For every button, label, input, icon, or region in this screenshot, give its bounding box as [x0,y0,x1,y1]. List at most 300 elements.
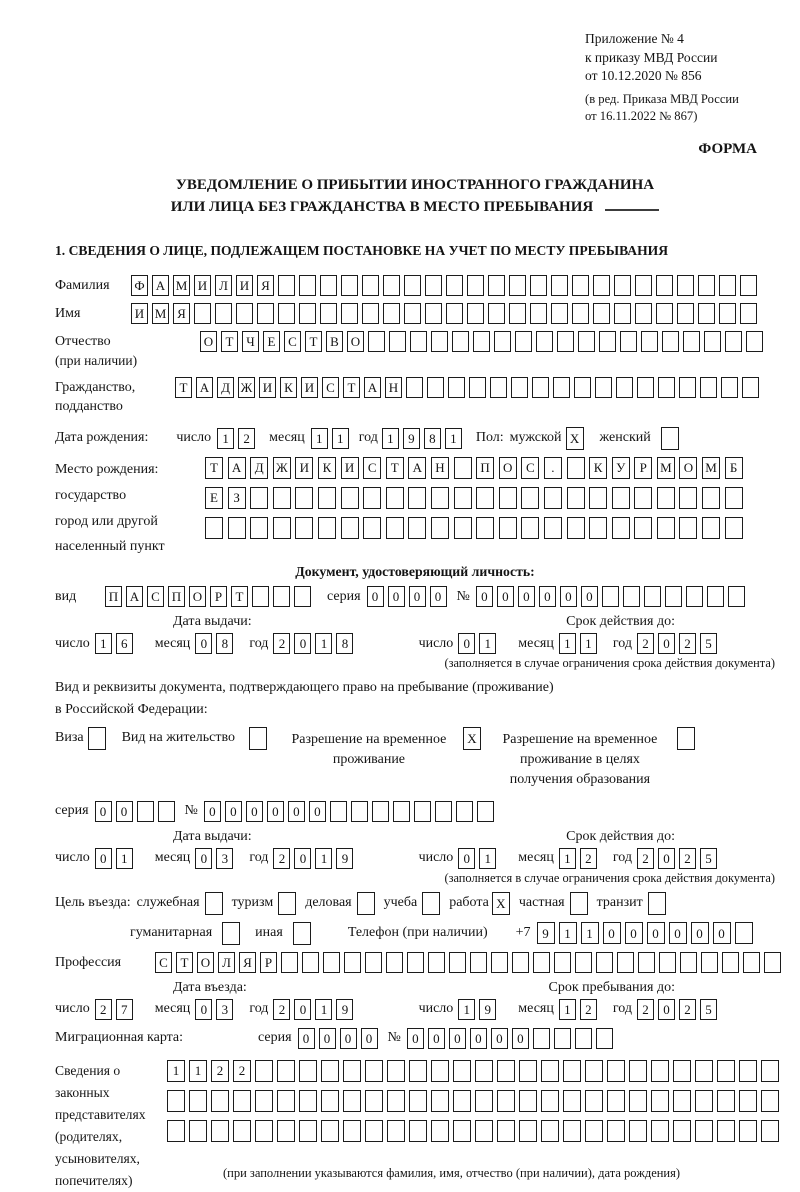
char-cell[interactable] [431,487,449,509]
char-cell[interactable] [707,586,724,607]
char-cell[interactable] [475,1060,493,1082]
char-cell[interactable] [205,892,223,915]
char-cell[interactable] [278,303,295,324]
char-cell[interactable]: 0 [430,586,447,607]
char-cell[interactable]: X [492,892,510,915]
char-cell[interactable]: В [326,331,343,352]
char-cell[interactable] [512,952,529,973]
char-cell[interactable]: 6 [116,633,133,654]
char-cell[interactable] [739,1120,757,1142]
char-cell[interactable] [293,922,311,945]
char-cell[interactable] [363,487,381,509]
char-cell[interactable]: 0 [116,801,133,822]
resdoc-issue-month-cells[interactable] [195,848,237,869]
char-cell[interactable] [357,892,375,915]
char-cell[interactable] [541,1120,559,1142]
char-cell[interactable] [252,586,269,607]
char-cell[interactable] [702,517,720,539]
char-cell[interactable] [739,1060,757,1082]
char-cell[interactable] [414,801,431,822]
char-cell[interactable] [541,1090,559,1112]
char-cell[interactable]: 2 [679,848,696,869]
char-cell[interactable] [488,275,505,296]
char-cell[interactable] [740,275,757,296]
char-cell[interactable] [167,1090,185,1112]
char-cell[interactable] [661,427,679,450]
char-cell[interactable]: 1 [445,428,462,449]
char-cell[interactable]: 9 [336,999,353,1020]
char-cell[interactable] [509,275,526,296]
char-cell[interactable] [657,517,675,539]
char-cell[interactable] [511,377,528,398]
char-cell[interactable]: 0 [204,801,221,822]
char-cell[interactable]: 1 [458,999,475,1020]
char-cell[interactable] [607,1120,625,1142]
char-cell[interactable]: К [318,457,336,479]
doc-valid-year-cells[interactable] [637,633,721,654]
char-cell[interactable]: Я [239,952,256,973]
char-cell[interactable] [665,586,682,607]
char-cell[interactable]: О [200,331,217,352]
char-cell[interactable] [189,1090,207,1112]
char-cell[interactable] [719,303,736,324]
birthplace-cells-row1[interactable] [205,457,747,479]
char-cell[interactable] [698,303,715,324]
char-cell[interactable]: 0 [361,1028,378,1049]
char-cell[interactable]: 0 [491,1028,508,1049]
char-cell[interactable] [761,1090,779,1112]
char-cell[interactable]: 1 [189,1060,207,1082]
char-cell[interactable]: И [259,377,276,398]
char-cell[interactable] [677,275,694,296]
char-cell[interactable] [456,801,473,822]
doc-kind-cells[interactable] [105,586,315,607]
birthplace-cells-row3[interactable] [205,517,747,539]
temp-residence-checkbox[interactable] [463,727,481,750]
char-cell[interactable] [519,1060,537,1082]
entry-month-cells[interactable] [195,999,237,1020]
char-cell[interactable]: 0 [388,586,405,607]
char-cell[interactable] [446,303,463,324]
char-cell[interactable] [575,952,592,973]
char-cell[interactable]: 0 [195,848,212,869]
male-checkbox[interactable] [566,427,584,450]
char-cell[interactable]: 9 [479,999,496,1020]
char-cell[interactable] [233,1090,251,1112]
char-cell[interactable] [372,801,389,822]
char-cell[interactable] [572,275,589,296]
char-cell[interactable]: Т [305,331,322,352]
purpose-option-checkbox[interactable] [357,892,375,915]
resdoc-series-cells[interactable] [95,801,179,822]
char-cell[interactable]: А [364,377,381,398]
char-cell[interactable]: С [322,377,339,398]
char-cell[interactable] [387,1120,405,1142]
purpose-option-checkbox[interactable] [492,892,510,915]
char-cell[interactable] [677,303,694,324]
char-cell[interactable]: А [152,275,169,296]
char-cell[interactable] [408,517,426,539]
char-cell[interactable] [567,457,585,479]
char-cell[interactable]: 1 [315,848,332,869]
char-cell[interactable]: 8 [424,428,441,449]
char-cell[interactable] [449,952,466,973]
char-cell[interactable] [299,1120,317,1142]
char-cell[interactable]: К [589,457,607,479]
birth-year-cells[interactable] [382,428,466,449]
char-cell[interactable]: А [196,377,213,398]
char-cell[interactable] [673,1120,691,1142]
char-cell[interactable] [409,1120,427,1142]
char-cell[interactable]: Е [205,487,223,509]
char-cell[interactable] [488,303,505,324]
char-cell[interactable] [189,1120,207,1142]
char-cell[interactable] [656,303,673,324]
char-cell[interactable] [551,275,568,296]
char-cell[interactable]: 0 [458,633,475,654]
char-cell[interactable] [695,1120,713,1142]
char-cell[interactable] [386,952,403,973]
char-cell[interactable] [431,1120,449,1142]
char-cell[interactable]: 0 [669,922,687,944]
citizenship-cells[interactable] [175,377,763,398]
char-cell[interactable] [717,1090,735,1112]
char-cell[interactable] [250,517,268,539]
char-cell[interactable] [257,303,274,324]
char-cell[interactable] [519,1120,537,1142]
char-cell[interactable] [567,517,585,539]
char-cell[interactable] [410,331,427,352]
char-cell[interactable]: 0 [294,633,311,654]
char-cell[interactable] [532,377,549,398]
char-cell[interactable] [585,1060,603,1082]
doc-number-cells[interactable] [476,586,749,607]
char-cell[interactable] [553,377,570,398]
char-cell[interactable]: 0 [539,586,556,607]
char-cell[interactable] [321,1090,339,1112]
char-cell[interactable] [299,303,316,324]
doc-valid-day-cells[interactable] [458,633,500,654]
char-cell[interactable]: 1 [479,848,496,869]
char-cell[interactable] [452,331,469,352]
char-cell[interactable] [702,487,720,509]
char-cell[interactable] [725,331,742,352]
char-cell[interactable]: 0 [512,1028,529,1049]
char-cell[interactable] [427,377,444,398]
guardians-cells-row1[interactable] [167,1060,783,1082]
char-cell[interactable]: 0 [267,801,284,822]
char-cell[interactable] [554,1028,571,1049]
char-cell[interactable]: Л [215,275,232,296]
char-cell[interactable] [318,517,336,539]
purpose-option-checkbox[interactable] [205,892,223,915]
char-cell[interactable] [255,1060,273,1082]
char-cell[interactable] [281,952,298,973]
char-cell[interactable]: 0 [625,922,643,944]
char-cell[interactable] [620,331,637,352]
char-cell[interactable]: О [679,457,697,479]
char-cell[interactable] [680,952,697,973]
char-cell[interactable]: 9 [403,428,420,449]
migcard-number-cells[interactable] [407,1028,617,1049]
char-cell[interactable]: Д [217,377,234,398]
char-cell[interactable]: 0 [288,801,305,822]
char-cell[interactable]: С [155,952,172,973]
char-cell[interactable] [648,892,666,915]
char-cell[interactable] [341,487,359,509]
purpose-option-checkbox[interactable] [293,922,311,945]
resdoc-number-cells[interactable] [204,801,498,822]
char-cell[interactable]: 0 [340,1028,357,1049]
char-cell[interactable] [454,457,472,479]
char-cell[interactable] [572,303,589,324]
char-cell[interactable] [521,517,539,539]
birth-day-cells[interactable] [217,428,259,449]
char-cell[interactable] [595,377,612,398]
char-cell[interactable]: Т [221,331,238,352]
char-cell[interactable]: М [657,457,675,479]
char-cell[interactable] [725,487,743,509]
char-cell[interactable]: З [228,487,246,509]
char-cell[interactable] [589,487,607,509]
char-cell[interactable] [467,275,484,296]
char-cell[interactable] [629,1090,647,1112]
char-cell[interactable] [302,952,319,973]
stay-day-cells[interactable] [458,999,500,1020]
char-cell[interactable] [404,275,421,296]
char-cell[interactable]: 0 [470,1028,487,1049]
char-cell[interactable] [491,952,508,973]
char-cell[interactable] [475,1120,493,1142]
char-cell[interactable] [746,331,763,352]
char-cell[interactable] [602,586,619,607]
char-cell[interactable]: 1 [559,999,576,1020]
char-cell[interactable]: 5 [700,848,717,869]
char-cell[interactable] [362,275,379,296]
char-cell[interactable]: Т [386,457,404,479]
char-cell[interactable] [470,952,487,973]
char-cell[interactable] [551,303,568,324]
char-cell[interactable]: 0 [294,999,311,1020]
char-cell[interactable]: 1 [311,428,328,449]
resdoc-valid-month-cells[interactable] [559,848,601,869]
char-cell[interactable] [764,952,781,973]
char-cell[interactable]: 0 [603,922,621,944]
char-cell[interactable] [634,517,652,539]
char-cell[interactable]: 1 [315,633,332,654]
char-cell[interactable] [701,952,718,973]
char-cell[interactable]: И [341,457,359,479]
char-cell[interactable] [365,1090,383,1112]
char-cell[interactable] [249,727,267,750]
char-cell[interactable]: 0 [647,922,665,944]
char-cell[interactable] [634,487,652,509]
char-cell[interactable] [721,377,738,398]
char-cell[interactable] [278,892,296,915]
char-cell[interactable]: 0 [298,1028,315,1049]
doc-issue-day-cells[interactable] [95,633,137,654]
char-cell[interactable] [673,1060,691,1082]
char-cell[interactable]: 1 [559,922,577,944]
char-cell[interactable]: Т [175,377,192,398]
char-cell[interactable]: X [463,727,481,750]
char-cell[interactable]: О [347,331,364,352]
char-cell[interactable] [341,517,359,539]
char-cell[interactable] [454,487,472,509]
char-cell[interactable] [662,331,679,352]
char-cell[interactable] [494,331,511,352]
char-cell[interactable]: 1 [580,633,597,654]
char-cell[interactable] [255,1090,273,1112]
char-cell[interactable] [386,487,404,509]
char-cell[interactable] [509,303,526,324]
char-cell[interactable]: А [408,457,426,479]
char-cell[interactable] [761,1060,779,1082]
visa-checkbox[interactable] [88,727,106,750]
char-cell[interactable]: 5 [700,633,717,654]
char-cell[interactable] [386,517,404,539]
doc-valid-month-cells[interactable] [559,633,601,654]
char-cell[interactable]: 1 [116,848,133,869]
char-cell[interactable] [362,303,379,324]
char-cell[interactable] [599,331,616,352]
char-cell[interactable] [299,1090,317,1112]
char-cell[interactable]: Т [205,457,223,479]
char-cell[interactable] [222,922,240,945]
char-cell[interactable]: Я [173,303,190,324]
char-cell[interactable]: 2 [580,999,597,1020]
char-cell[interactable] [557,331,574,352]
char-cell[interactable] [211,1120,229,1142]
char-cell[interactable] [428,952,445,973]
char-cell[interactable]: И [236,275,253,296]
char-cell[interactable] [589,517,607,539]
char-cell[interactable]: И [295,457,313,479]
char-cell[interactable] [467,303,484,324]
char-cell[interactable]: 8 [336,633,353,654]
char-cell[interactable] [578,331,595,352]
char-cell[interactable]: М [702,457,720,479]
char-cell[interactable]: У [612,457,630,479]
char-cell[interactable] [351,801,368,822]
char-cell[interactable]: 0 [560,586,577,607]
char-cell[interactable]: Ф [131,275,148,296]
char-cell[interactable] [205,517,223,539]
char-cell[interactable] [273,487,291,509]
char-cell[interactable]: 0 [409,586,426,607]
birthplace-cells-row2[interactable] [205,487,747,509]
char-cell[interactable]: Д [250,457,268,479]
residence-permit-checkbox[interactable] [249,727,267,750]
char-cell[interactable]: 0 [713,922,731,944]
char-cell[interactable] [641,331,658,352]
char-cell[interactable]: 2 [637,848,654,869]
char-cell[interactable] [469,377,486,398]
char-cell[interactable] [408,487,426,509]
char-cell[interactable] [673,1090,691,1112]
char-cell[interactable] [651,1060,669,1082]
char-cell[interactable] [194,303,211,324]
char-cell[interactable] [323,952,340,973]
char-cell[interactable] [499,487,517,509]
char-cell[interactable]: 7 [116,999,133,1020]
char-cell[interactable] [363,517,381,539]
char-cell[interactable]: С [147,586,164,607]
char-cell[interactable] [567,487,585,509]
char-cell[interactable]: И [194,275,211,296]
char-cell[interactable]: 9 [336,848,353,869]
char-cell[interactable]: Т [176,952,193,973]
char-cell[interactable] [515,331,532,352]
char-cell[interactable] [383,275,400,296]
surname-cells[interactable] [131,275,761,296]
purpose-option-checkbox[interactable] [570,892,588,915]
char-cell[interactable] [406,377,423,398]
char-cell[interactable]: Я [257,275,274,296]
char-cell[interactable] [88,727,106,750]
char-cell[interactable] [431,1090,449,1112]
char-cell[interactable] [563,1090,581,1112]
char-cell[interactable] [651,1120,669,1142]
char-cell[interactable] [658,377,675,398]
char-cell[interactable]: С [284,331,301,352]
char-cell[interactable]: К [280,377,297,398]
char-cell[interactable]: 1 [581,922,599,944]
char-cell[interactable] [422,892,440,915]
char-cell[interactable]: О [197,952,214,973]
char-cell[interactable] [700,377,717,398]
char-cell[interactable] [299,1060,317,1082]
char-cell[interactable] [519,1090,537,1112]
char-cell[interactable]: П [105,586,122,607]
char-cell[interactable] [294,586,311,607]
char-cell[interactable]: Л [218,952,235,973]
birth-month-cells[interactable] [311,428,353,449]
char-cell[interactable]: П [168,586,185,607]
char-cell[interactable]: 0 [195,633,212,654]
char-cell[interactable]: Ч [242,331,259,352]
char-cell[interactable] [330,801,347,822]
char-cell[interactable] [320,275,337,296]
char-cell[interactable] [614,303,631,324]
char-cell[interactable]: 3 [216,999,233,1020]
char-cell[interactable]: 2 [238,428,255,449]
char-cell[interactable] [320,303,337,324]
char-cell[interactable] [228,517,246,539]
char-cell[interactable] [368,331,385,352]
char-cell[interactable] [585,1090,603,1112]
char-cell[interactable] [477,801,494,822]
stay-year-cells[interactable] [637,999,721,1020]
name-cells[interactable] [131,303,761,324]
char-cell[interactable]: 2 [95,999,112,1020]
char-cell[interactable] [137,801,154,822]
char-cell[interactable] [383,303,400,324]
char-cell[interactable]: 0 [518,586,535,607]
char-cell[interactable]: О [499,457,517,479]
char-cell[interactable] [616,377,633,398]
char-cell[interactable] [679,517,697,539]
char-cell[interactable] [343,1120,361,1142]
char-cell[interactable]: 0 [458,848,475,869]
char-cell[interactable]: . [544,457,562,479]
char-cell[interactable]: 0 [476,586,493,607]
char-cell[interactable]: 2 [211,1060,229,1082]
char-cell[interactable]: 2 [637,633,654,654]
char-cell[interactable]: Р [260,952,277,973]
guardians-cells-row2[interactable] [167,1090,783,1112]
doc-issue-year-cells[interactable] [273,633,357,654]
